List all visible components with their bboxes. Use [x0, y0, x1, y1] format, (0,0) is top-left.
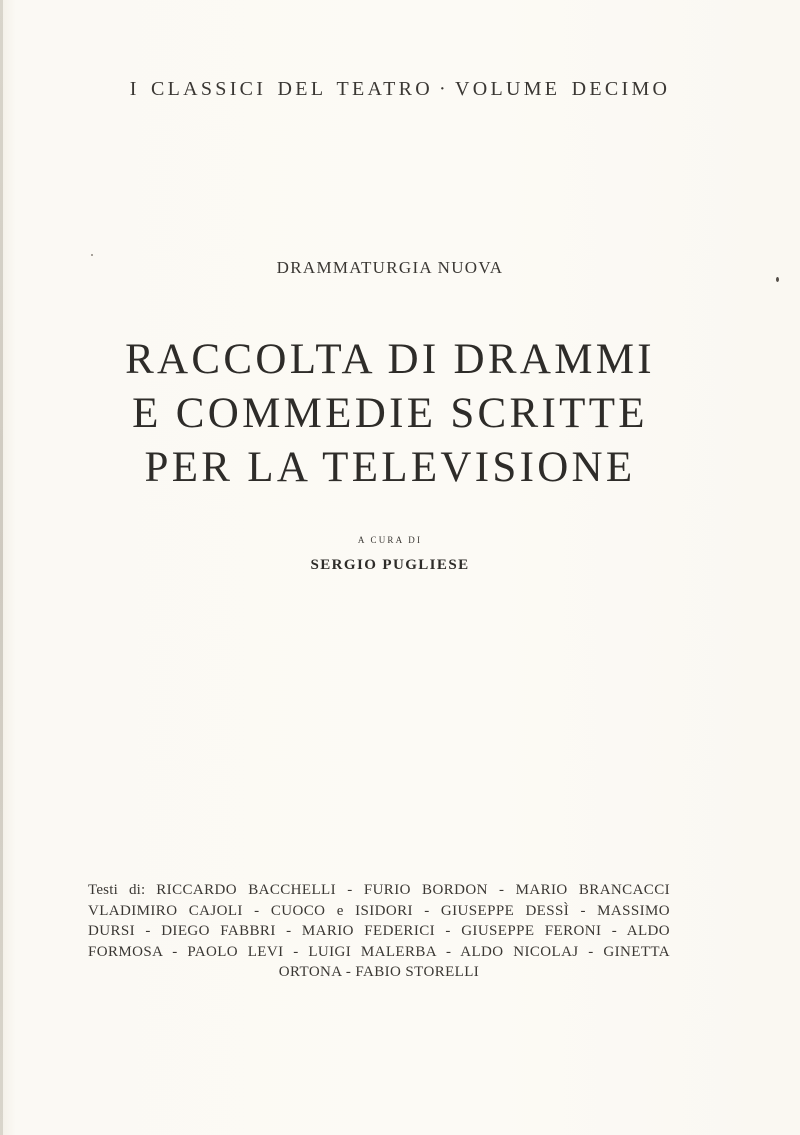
authors-prefix: Testi di:: [88, 882, 146, 898]
collection-name: DRAMMATURGIA NUOVA: [276, 258, 504, 277]
book-title: [0, 333, 780, 495]
volume-number: VOLUME DECIMO: [454, 78, 671, 100]
authors-line: [88, 880, 670, 901]
curator-name: SERGIO PUGLIESE: [310, 557, 470, 573]
title-line-1: RACCOLTA DI DRAMMI: [125, 336, 655, 383]
authors-line-5: ORTONA - FABIO STORELLI: [278, 964, 480, 980]
series-separator: ·: [439, 78, 449, 100]
ink-speck: [776, 277, 779, 282]
title-line-3: PER LA TELEVISIONE: [144, 444, 636, 491]
authors-line-3: DURSI - DIEGO FABBRI - MARIO FEDERICI - GIUSEPPE FERONI - ALDO: [88, 923, 670, 939]
authors-block: [88, 880, 670, 983]
title-line-2: E COMMEDIE SCRITTE: [132, 390, 648, 437]
authors-line-4: FORMOSA - PAOLO LEVI - LUIGI MALERBA - ALDO NICOLAJ - GINETTA: [88, 943, 670, 960]
authors-line-1: RICCARDO BACCHELLI - FURIO BORDON - MARIO BRANCACCI: [156, 882, 671, 898]
series-name: I CLASSICI DEL TEATRO: [129, 78, 433, 100]
authors-line-2: VLADIMIRO CAJOLI - CUOCO e ISIDORI - GIUSEPPE DESSÌ - MASSIMO: [88, 902, 670, 919]
curated-by-label: A CURA DI: [357, 535, 423, 545]
series-heading: [0, 78, 800, 101]
ink-speck: [91, 254, 93, 256]
